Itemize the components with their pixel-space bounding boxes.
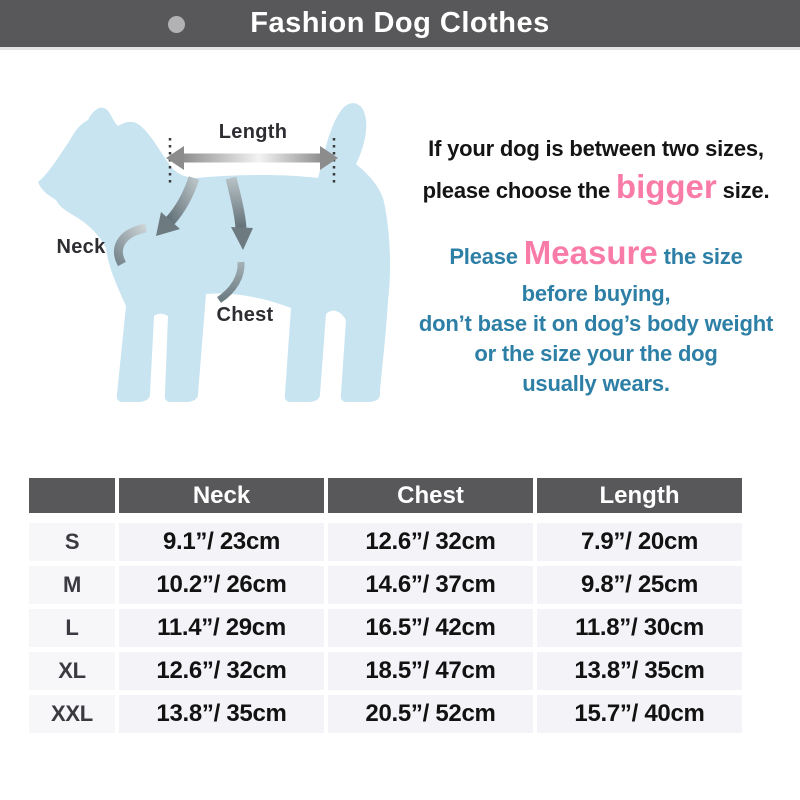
page-title: Fashion Dog Clothes (250, 7, 550, 39)
sizing-advice-note (392, 133, 800, 213)
chest-value-cell: 12.6”/ 32cm (328, 523, 533, 561)
length-value-cell: 11.8”/ 30cm (537, 609, 742, 647)
measurement-diagram (0, 0, 400, 480)
measure-highlight: Measure (523, 234, 658, 271)
advice-line-2 (392, 165, 800, 213)
length-value-cell: 9.8”/ 25cm (537, 566, 742, 604)
advice-line-1: If your dog is between two sizes, (428, 136, 764, 161)
size-table-body (29, 523, 742, 733)
advice-line-2-post: size. (716, 178, 770, 203)
chest-value-cell: 14.6”/ 37cm (328, 566, 533, 604)
measure-line-2: don’t base it on dog’s body weight (418, 311, 774, 336)
measure-advice-note (392, 231, 800, 399)
measure-pre: Please (449, 244, 524, 269)
neck-value-cell: 10.2”/ 26cm (119, 566, 324, 604)
chest-label: Chest (216, 304, 274, 326)
size-label-cell: S (29, 523, 115, 561)
length-value-cell: 15.7”/ 40cm (537, 695, 742, 733)
col-header-length: Length (537, 478, 742, 513)
neck-value-cell: 11.4”/ 29cm (119, 609, 324, 647)
measure-line-1: before buying, (521, 281, 671, 306)
size-table-header (29, 478, 742, 513)
size-chart-table (29, 478, 742, 733)
neck-value-cell: 13.8”/ 35cm (119, 695, 324, 733)
chest-value-cell: 20.5”/ 52cm (328, 695, 533, 733)
bigger-highlight: bigger (615, 168, 717, 205)
measure-lead-line (392, 231, 800, 279)
measure-line-3: or the size your the dog (474, 341, 718, 366)
length-label: Length (218, 121, 288, 143)
size-label-cell: XXL (29, 695, 115, 733)
size-label-cell: XL (29, 652, 115, 690)
col-header-chest: Chest (328, 478, 533, 513)
col-header-neck: Neck (119, 478, 324, 513)
neck-value-cell: 12.6”/ 32cm (119, 652, 324, 690)
measure-post: the size (657, 244, 743, 269)
size-label-cell: L (29, 609, 115, 647)
corner-cell (29, 478, 115, 513)
neck-label: Neck (56, 236, 106, 258)
chest-value-cell: 16.5”/ 42cm (328, 609, 533, 647)
advice-line-2-pre: please choose the (422, 178, 616, 203)
neck-value-cell: 9.1”/ 23cm (119, 523, 324, 561)
chest-value-cell: 18.5”/ 47cm (328, 652, 533, 690)
length-value-cell: 13.8”/ 35cm (537, 652, 742, 690)
size-label-cell: M (29, 566, 115, 604)
measure-line-4: usually wears. (522, 371, 670, 396)
length-value-cell: 7.9”/ 20cm (537, 523, 742, 561)
